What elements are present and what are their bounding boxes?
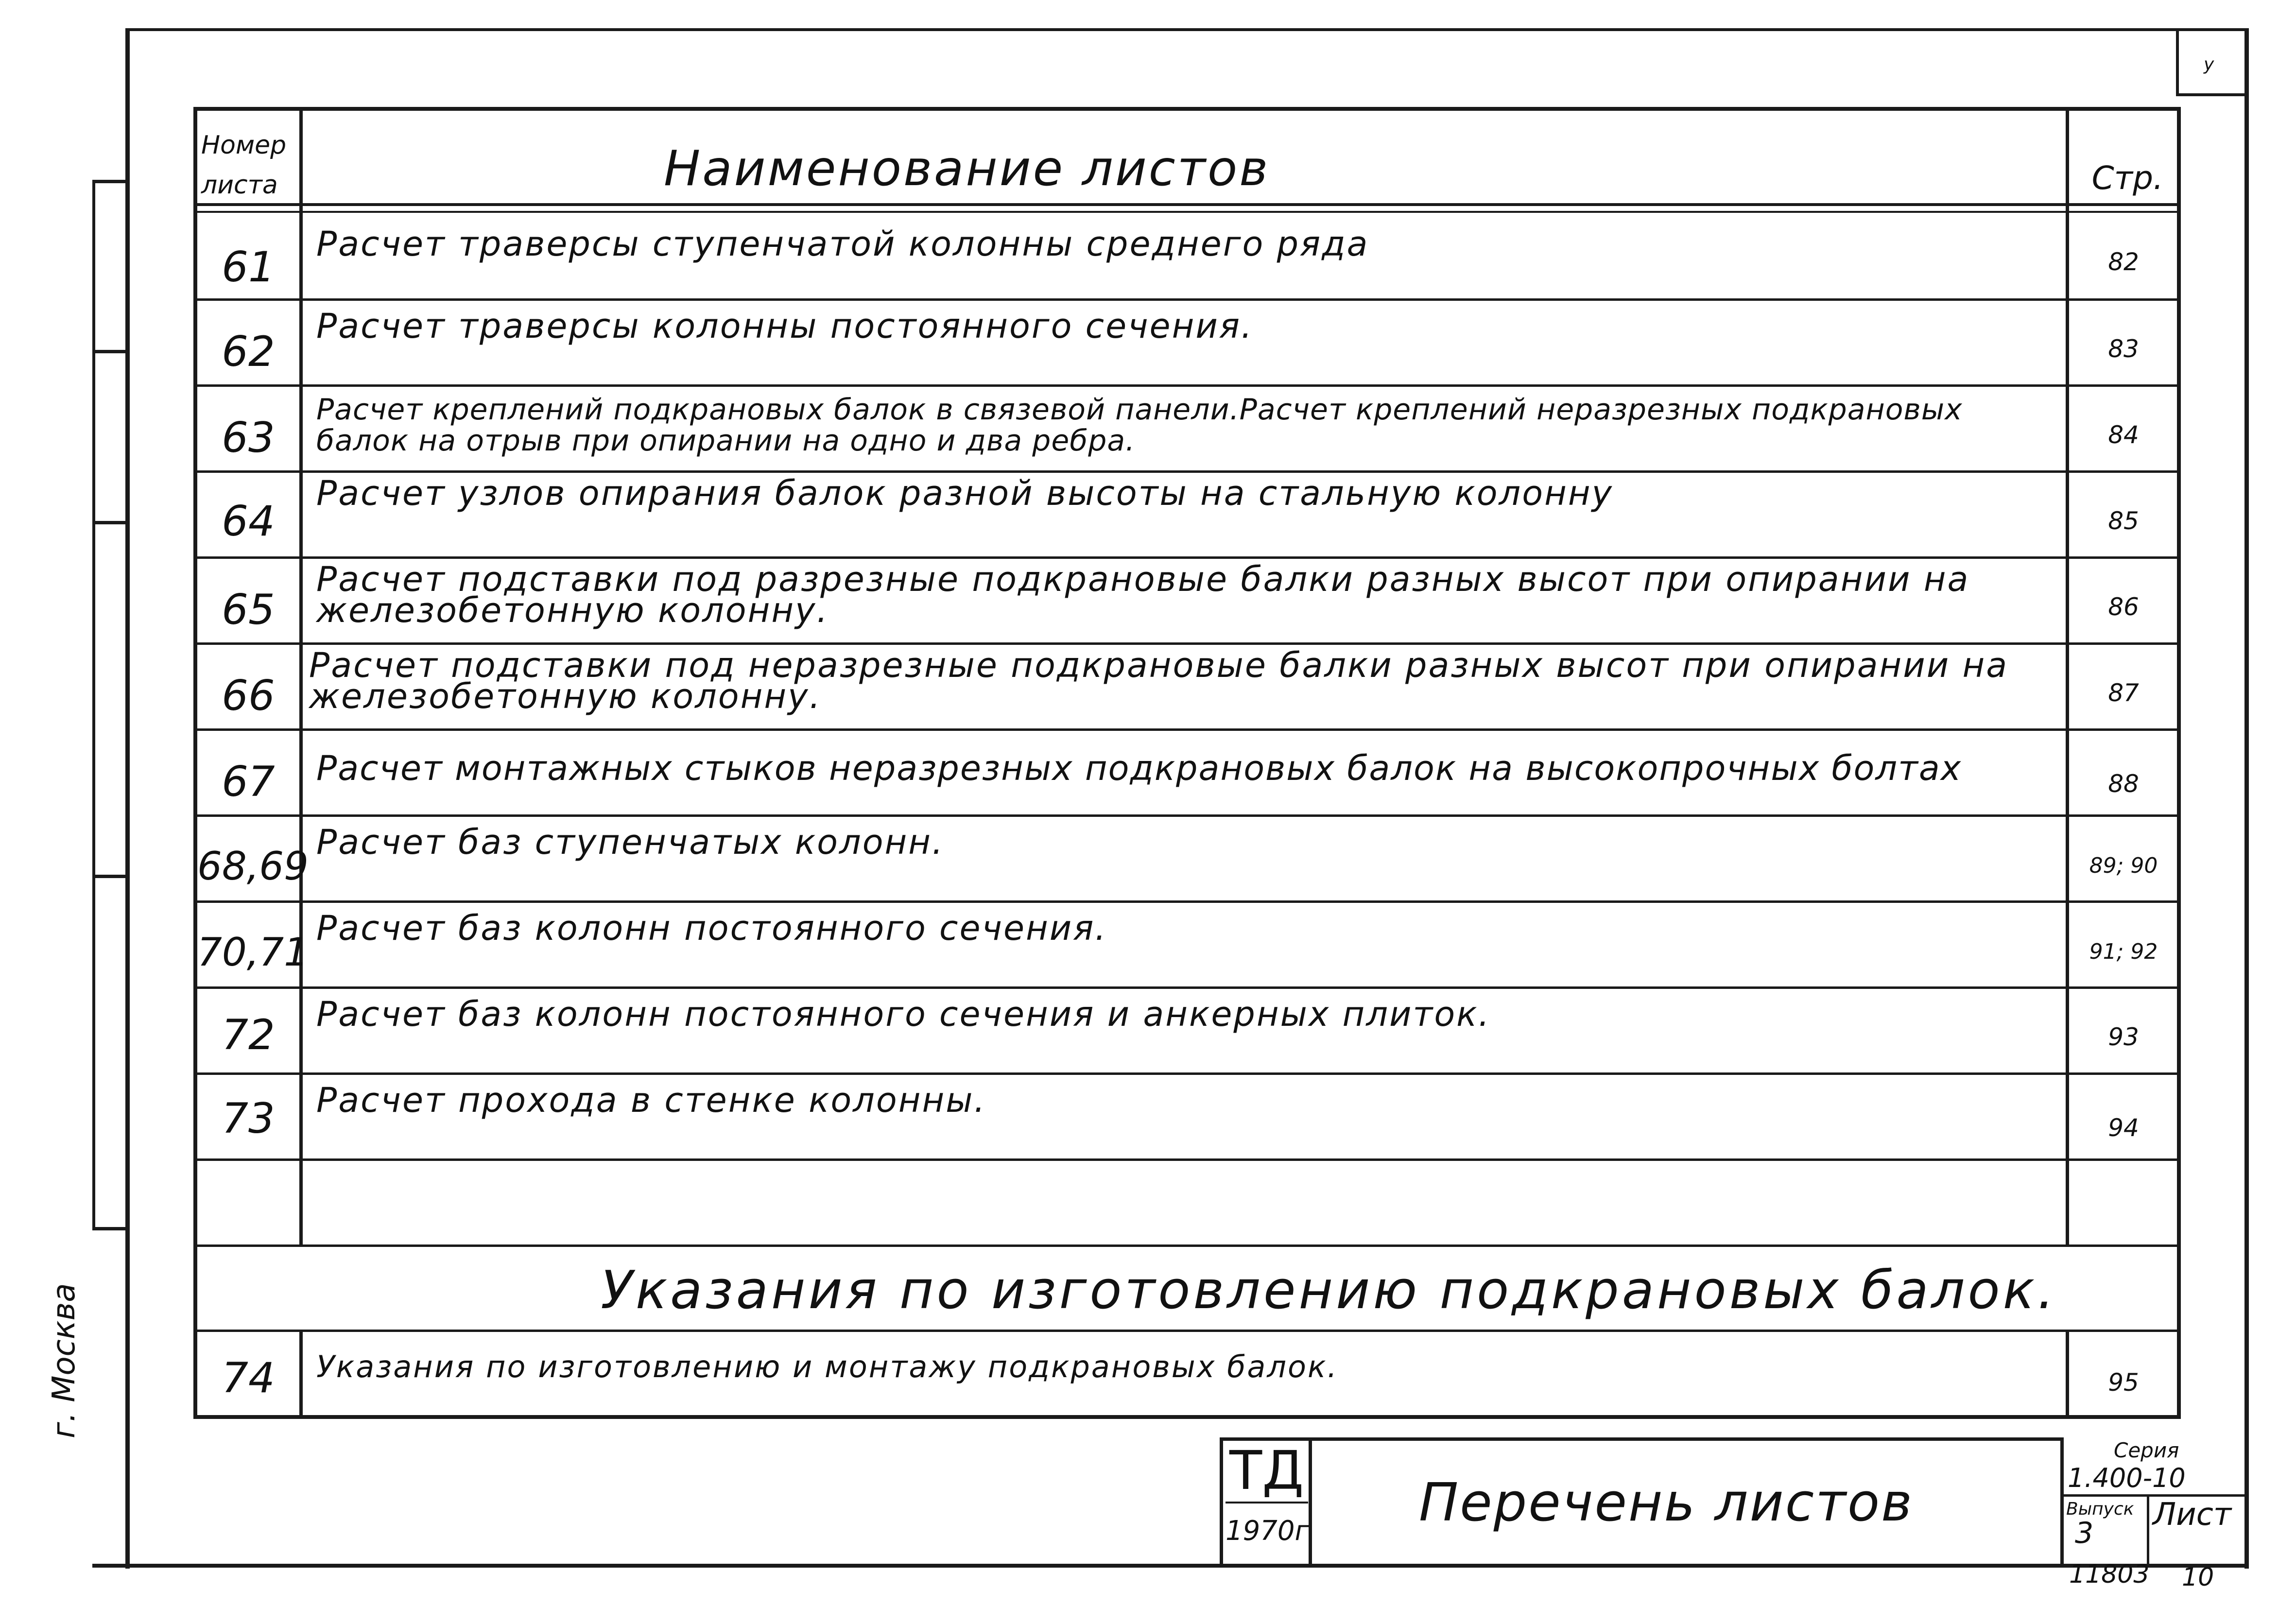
row-number: 62 xyxy=(222,328,275,376)
row-number: 61 xyxy=(222,243,275,292)
row-name: Расчет монтажных стыков неразрезных подкрановых балок на высокопрочных болтах xyxy=(316,748,1962,788)
margin-tick xyxy=(92,875,126,878)
row-name: Расчет подставки под неразрезные подкрановые балки разных высот при опирании на железобетонную колонну. xyxy=(309,645,2009,716)
row-name: Расчет баз колонн постоянного сечения и анкерных плиток. xyxy=(316,994,1491,1034)
row-page: 88 xyxy=(2108,770,2139,798)
row-name: Указания по изготовлению и монтажу подкрановых балок. xyxy=(316,1349,1339,1384)
table-row xyxy=(197,1332,2177,1417)
margin-tick xyxy=(92,350,126,353)
row-page: 89; 90 xyxy=(2089,853,2158,878)
row-name: Расчет креплений подкрановых балок в связевой панели.Расчет креплений неразрезных подкрановых балок на отрыв при опирании на одно и два ребра. xyxy=(316,393,1963,458)
table-row xyxy=(197,989,2177,1073)
year-label: 1970г xyxy=(1226,1515,1309,1547)
row-page: 82 xyxy=(2108,248,2139,276)
row-page: 95 xyxy=(2108,1368,2139,1397)
sheet-label: Лист xyxy=(2153,1497,2232,1533)
series-value: 1.400-10 xyxy=(2068,1463,2186,1493)
table-row xyxy=(197,817,2177,901)
row-page: 91; 92 xyxy=(2089,939,2158,964)
city-label: г. Москва xyxy=(46,1283,82,1438)
row-name: Расчет траверсы ступенчатой колонны среднего ряда xyxy=(316,224,1369,264)
sheet-list-table xyxy=(193,107,2181,1419)
table-row xyxy=(197,731,2177,815)
row-name: Расчет прохода в стенке колонны. xyxy=(316,1080,986,1120)
sheet-number: 10 xyxy=(2182,1563,2214,1592)
row-page: 86 xyxy=(2108,593,2139,621)
header-name: Наименование листов xyxy=(664,140,1270,197)
row-number: 68,69 xyxy=(197,844,309,889)
issue-value: 3 xyxy=(2075,1516,2094,1550)
table-row xyxy=(197,214,2177,298)
row-number: 67 xyxy=(222,758,275,806)
row-page: 85 xyxy=(2108,507,2139,535)
row-page: 84 xyxy=(2108,421,2139,449)
header-number: Номер листа xyxy=(201,131,287,200)
table-row xyxy=(197,473,2177,557)
inventory-number: 11803 xyxy=(2069,1560,2150,1589)
row-name: Расчет баз колонн постоянного сечения. xyxy=(316,908,1107,948)
org-divider xyxy=(1226,1502,1308,1503)
row-number: 66 xyxy=(222,672,275,720)
row-name: Расчет узлов опирания балок разной высоты на стальную колонну xyxy=(316,473,1614,513)
row-number: 73 xyxy=(222,1094,275,1143)
issue-divider xyxy=(2147,1494,2149,1565)
org-label: ТД xyxy=(1229,1439,1304,1502)
table-row xyxy=(197,903,2177,987)
margin-strip-line xyxy=(92,180,95,1229)
margin-tick xyxy=(92,1227,126,1230)
row-number: 74 xyxy=(222,1354,275,1402)
row-number: 72 xyxy=(222,1011,275,1059)
row-number: 70,71 xyxy=(197,930,309,975)
margin-tick xyxy=(92,180,126,183)
table-row xyxy=(197,645,2177,729)
row-number: 65 xyxy=(222,586,275,634)
row-name: Расчет подставки под разрезные подкрановые балки разных высот при опирании на железобетонную колонну. xyxy=(316,559,1970,630)
row-divider xyxy=(197,1158,2177,1161)
series-label: Серия xyxy=(2114,1438,2179,1462)
header-divider xyxy=(197,211,2177,213)
header-page: Стр. xyxy=(2091,159,2163,197)
row-page: 93 xyxy=(2108,1023,2139,1051)
row-page: 83 xyxy=(2108,335,2139,363)
row-name: Расчет баз ступенчатых колонн. xyxy=(316,822,945,862)
row-page: 87 xyxy=(2108,679,2139,707)
issue-label: Выпуск xyxy=(2066,1499,2134,1519)
table-row xyxy=(197,559,2177,643)
header-divider xyxy=(197,203,2177,206)
row-number: 63 xyxy=(222,414,275,462)
document-title: Перечень листов xyxy=(1419,1472,1914,1533)
table-row xyxy=(197,387,2177,471)
margin-tick xyxy=(92,521,126,524)
corner-mark: у xyxy=(2204,54,2214,74)
row-page: 94 xyxy=(2108,1114,2139,1142)
table-row xyxy=(197,301,2177,385)
table-row xyxy=(197,1075,2177,1159)
row-name: Расчет траверсы колонны постоянного сечения. xyxy=(316,306,1254,346)
row-number: 64 xyxy=(222,497,275,546)
section-title: Указания по изготовлению подкрановых балок. xyxy=(601,1260,2057,1321)
